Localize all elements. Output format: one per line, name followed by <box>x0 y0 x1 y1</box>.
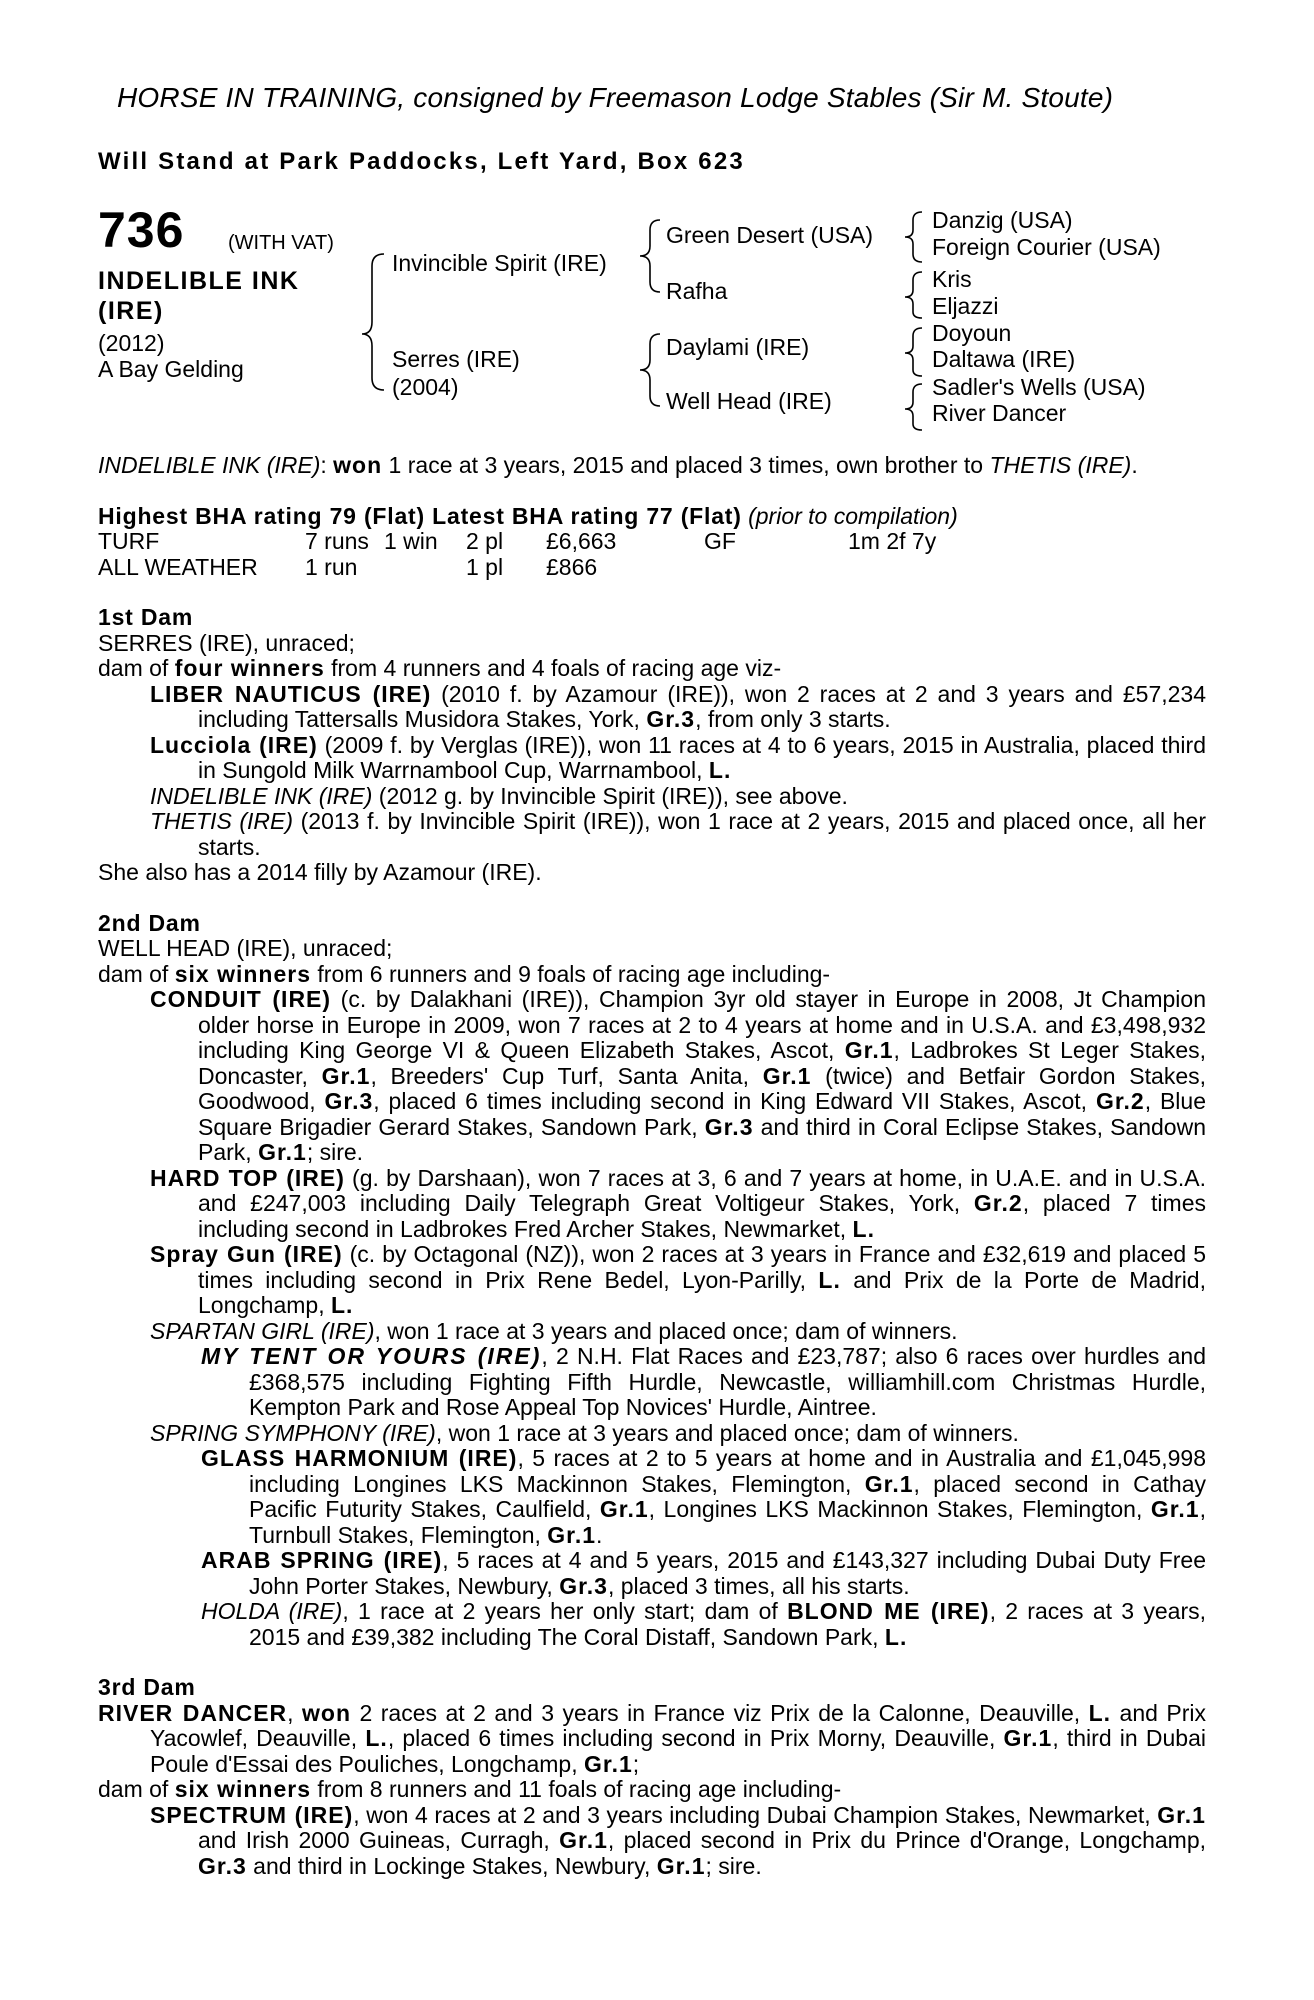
pedigree-sire-sire: Green Desert (USA) <box>666 222 874 248</box>
pedigree-gen3-1: Danzig (USA) <box>932 207 1073 233</box>
racing-record-table <box>98 529 936 580</box>
produce-entry: LIBER NAUTICUS (IRE) (2010 f. by Azamour (IRE)), won 2 races at 2 and 3 years and £57,234 including Tattersalls Musidora Stakes, York, Gr.3, from only 3 starts. <box>150 680 1206 732</box>
produce-entry: CONDUIT (IRE) (c. by Dalakhani (IRE)), Champion 3yr old stayer in Europe in 2008, Jt Champion older horse in Europe in 2009, won 7 races at 2 to 4 years at home and in U.S.A. and £3,498,932 including King George VI & Queen Elizabeth Stakes, Ascot, Gr.1, Ladbrokes St Leger Stakes, Doncaster, Gr.1, Breeders' Cup Turf, Santa Anita, Gr.1 (twice) and Betfair Gordon Stakes, Goodwood, Gr.3, placed 6 times including second in King Edward VII Stakes, Ascot, Gr.2, Blue Square Brigadier Gerard Stakes, Sandown Park, Gr.3 and third in Coral Eclipse Stakes, Sandown Park, Gr.1; sire. <box>150 986 1207 1165</box>
produce-entry: INDELIBLE INK (IRE) (2012 g. by Invincible Spirit (IRE)), see above. <box>150 782 848 809</box>
bracket-gen3-a <box>905 212 922 262</box>
pedigree-dam: Serres (IRE) <box>392 346 520 372</box>
first-dam-produce: dam of four winners from 4 runners and 4 foals of racing age viz- <box>98 655 782 681</box>
stand-location: Will Stand at Park Paddocks, Left Yard, Box 623 <box>98 148 745 175</box>
bracket-gen3-c <box>905 328 922 376</box>
produce-entry: Spray Gun (IRE) (c. by Octagonal (NZ)), won 2 races at 3 years in France and £32,619 and placed 5 times including second in Prix Rene Bedel, Lyon-Parilly, L. and Prix de la Porte de Madrid, Longchamp, L. <box>150 1241 1206 1318</box>
race-summary: INDELIBLE INK (IRE): won 1 race at 3 years, 2015 and placed 3 times, own brother to THETIS (IRE). <box>98 452 1138 478</box>
horse-year: (2012) <box>98 330 165 356</box>
third-dam-heading: 3rd Dam <box>98 1674 196 1700</box>
bha-rating: Highest BHA rating 79 (Flat) Latest BHA rating 77 (Flat) (prior to compilation) <box>98 502 958 529</box>
consignment-title: HORSE IN TRAINING, consigned by Freemason Lodge Stables (Sir M. Stoute) <box>117 82 1114 113</box>
produce-entry: Lucciola (IRE) (2009 f. by Verglas (IRE)), won 11 races at 4 to 6 years, 2015 in Australia, placed third in Sungold Milk Warrnambool Cup, Warrnambool, L. <box>150 731 1206 783</box>
pedigree-gen3-7: Sadler's Wells (USA) <box>932 374 1146 400</box>
pedigree-dam-year: (2004) <box>392 374 459 400</box>
second-dam-line: WELL HEAD (IRE), unraced; <box>98 935 393 961</box>
table-row: TURF 7 runs 1 win 2 pl £6,663 GF 1m 2f 7y <box>98 528 937 554</box>
bracket-gen2-sire <box>640 220 660 292</box>
produce-entry: THETIS (IRE) (2013 f. by Invincible Spirit (IRE)), won 1 race at 2 years, 2015 and placed once, all her starts. <box>150 808 1206 860</box>
pedigree-gen3-5: Doyoun <box>932 320 1012 346</box>
bracket-gen3-d <box>905 384 922 430</box>
pedigree-gen3-4: Eljazzi <box>932 293 999 319</box>
third-dam-line: RIVER DANCER, won 2 races at 2 and 3 years in France viz Prix de la Calonne, Deauville, L. and Prix Yacowlef, Deauville, L., placed 6 times including second in Prix Morny, Deauville, Gr.1, third in Dubai Poule d'Essai des Pouliches, Longchamp, Gr.1; <box>98 1699 1206 1777</box>
horse-name-line1: INDELIBLE INK <box>98 267 300 295</box>
first-dam-note: She also has a 2014 filly by Azamour (IRE). <box>98 859 542 885</box>
pedigree-gen3-2: Foreign Courier (USA) <box>932 234 1161 260</box>
third-dam-produce: dam of six winners from 8 runners and 11 foals of racing age including- <box>98 1776 842 1802</box>
bracket-gen1 <box>362 254 384 390</box>
produce-entry: SPRING SYMPHONY (IRE), won 1 race at 3 years and placed once; dam of winners. <box>150 1419 1019 1446</box>
produce-entry: SPARTAN GIRL (IRE), won 1 race at 3 years and placed once; dam of winners. <box>150 1317 958 1344</box>
pedigree-dam-dam: Well Head (IRE) <box>666 388 832 414</box>
bracket-gen2-dam <box>640 334 660 406</box>
horse-name-line2: (IRE) <box>98 297 164 325</box>
produce-entry: GLASS HARMONIUM (IRE), 5 races at 2 to 5 years at home and in Australia and £1,045,998 including Longines LKS Mackinnon Stakes, Flemington, Gr.1, placed second in Cathay Pacific Futurity Stakes, Caulfield, Gr.1, Longines LKS Mackinnon Stakes, Flemington, Gr.1, Turnbull Stakes, Flemington, Gr.1. <box>201 1445 1206 1548</box>
produce-entry: HOLDA (IRE), 1 race at 2 years her only start; dam of BLOND ME (IRE), 2 races at 3 years, 2015 and £39,382 including The Coral Distaff, Sandown Park, L. <box>201 1598 1206 1650</box>
produce-entry: MY TENT OR YOURS (IRE), 2 N.H. Flat Races and £23,787; also 6 races over hurdles and £368,575 including Fighting Fifth Hurdle, Newcastle, williamhill.com Christmas Hurdle, Kempton Park and Rose Appeal Top Novices' Hurdle, Aintree. <box>201 1343 1206 1420</box>
table-row: ALL WEATHER 1 run 1 pl £866 <box>98 553 598 580</box>
second-dam-produce: dam of six winners from 6 runners and 9 foals of racing age including- <box>98 960 831 987</box>
horse-description: A Bay Gelding <box>98 356 244 382</box>
lot-number: 736 <box>98 202 185 258</box>
pedigree-sire-dam: Rafha <box>666 278 728 304</box>
catalogue-body <box>98 453 1206 1879</box>
produce-entry: HARD TOP (IRE) (g. by Darshaan), won 7 races at 3, 6 and 7 years at home, in U.A.E. and in U.S.A. and £247,003 including Daily Telegraph Great Voltigeur Stakes, York, Gr.2, placed 7 times including second in Ladbrokes Fred Archer Stakes, Newmarket, L. <box>150 1164 1206 1242</box>
pedigree-sire: Invincible Spirit (IRE) <box>392 250 607 276</box>
bracket-gen3-b <box>905 272 922 318</box>
second-dam-heading: 2nd Dam <box>98 909 201 936</box>
pedigree-gen3-3: Kris <box>932 266 972 292</box>
vat-note: (WITH VAT) <box>228 232 334 254</box>
produce-entry: SPECTRUM (IRE), won 4 races at 2 and 3 years including Dubai Champion Stakes, Newmarket, Gr.1 and Irish 2000 Guineas, Curragh, Gr.1, placed second in Prix du Prince d'Orange, Longchamp, Gr.3 and third in Lockinge Stakes, Newbury, Gr.1; sire. <box>150 1801 1207 1879</box>
first-dam-line: SERRES (IRE), unraced; <box>98 629 355 656</box>
produce-entry: ARAB SPRING (IRE), 5 races at 4 and 5 years, 2015 and £143,327 including Dubai Duty Free John Porter Stakes, Newbury, Gr.3, placed 3 times, all his starts. <box>201 1547 1207 1599</box>
pedigree-dam-sire: Daylami (IRE) <box>666 334 810 360</box>
first-dam-heading: 1st Dam <box>98 604 194 630</box>
pedigree-gen3-6: Daltawa (IRE) <box>932 346 1076 372</box>
pedigree-gen3-8: River Dancer <box>932 400 1067 426</box>
